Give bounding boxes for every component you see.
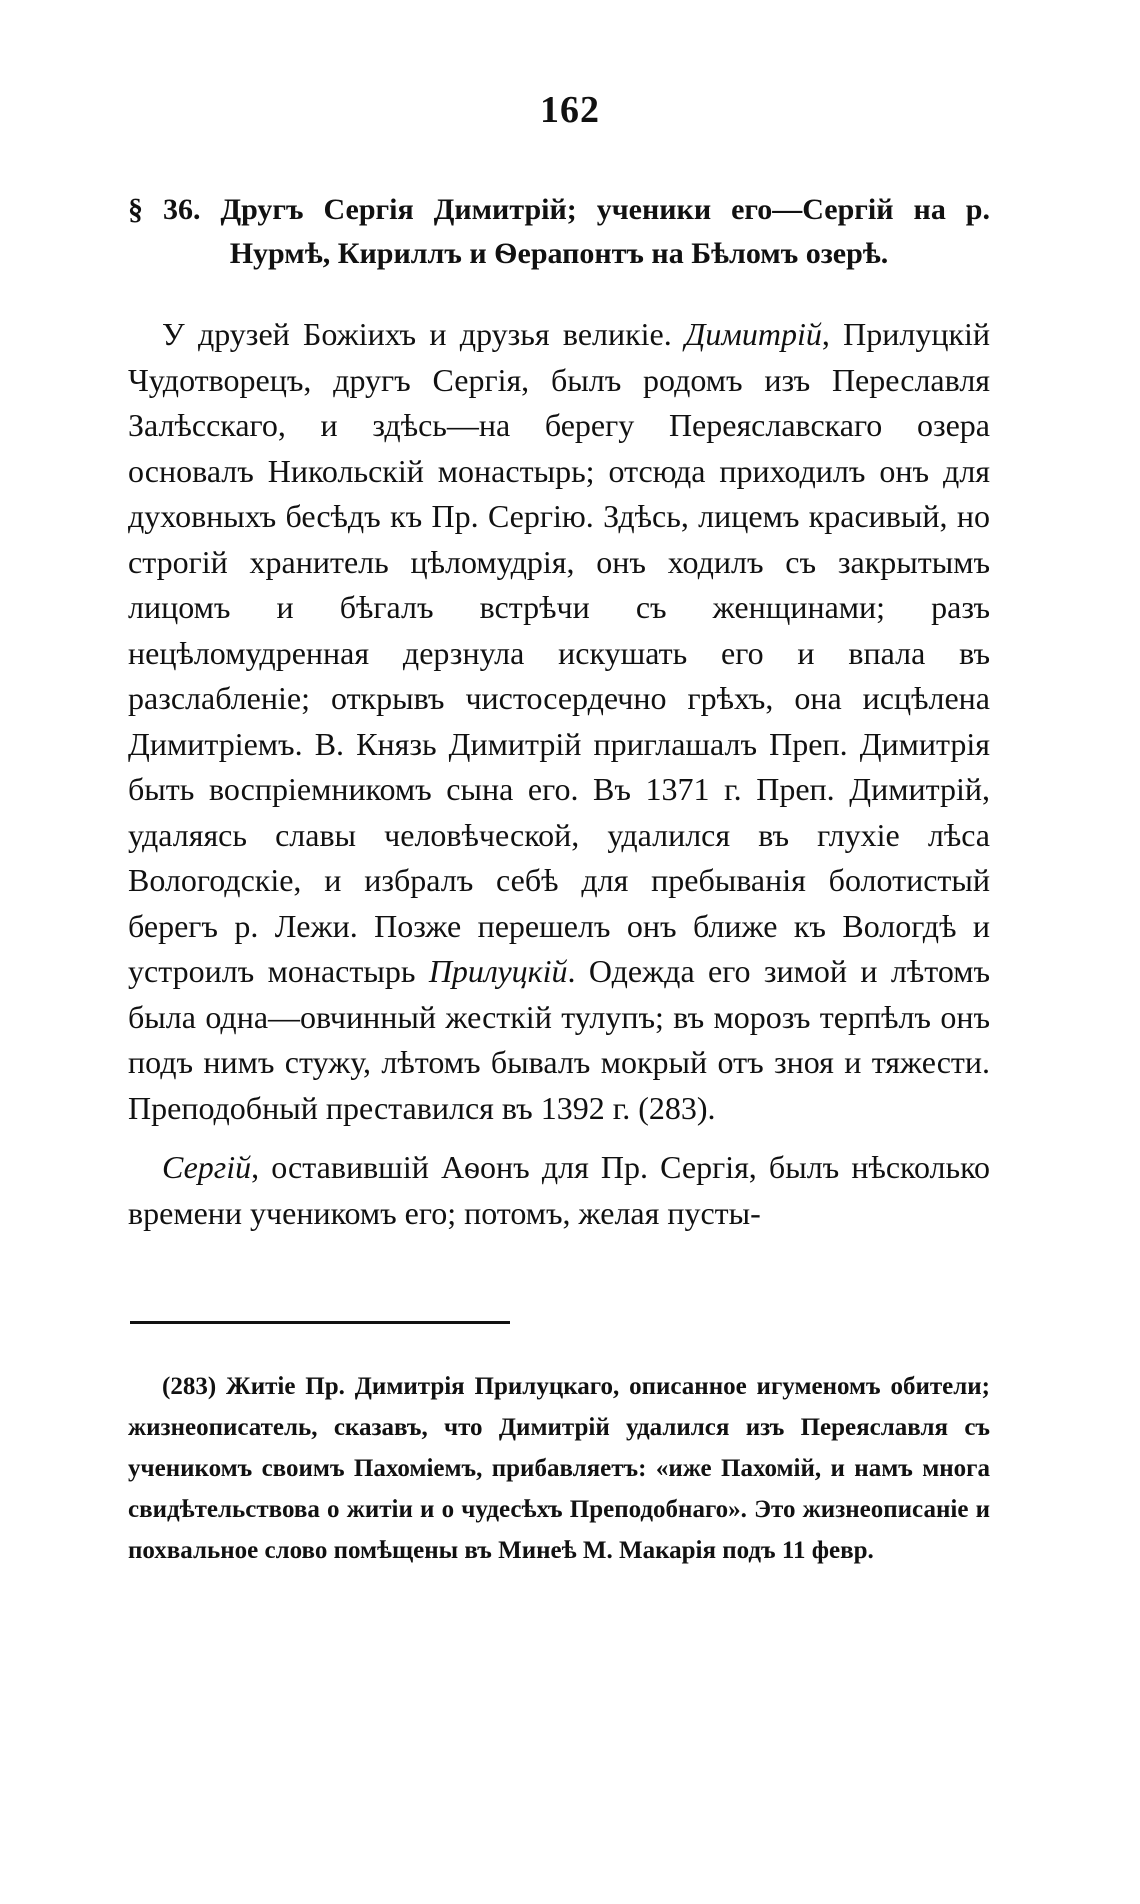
section-heading: § 36. Другъ Сергія Димитрій; ученики его—Сергій на р. Нурмѣ, Кириллъ и Ѳерапонтъ на Бѣломъ озерѣ.: [128, 193, 990, 270]
name-sergius: Сергій: [162, 1149, 252, 1185]
name-dimitry: Димитрій: [685, 316, 822, 352]
footnote-divider: [130, 1321, 510, 1324]
name-monastery: Прилуцкій: [428, 953, 568, 989]
paragraph-lead: У друзей Божіихъ и друзья великіе.: [162, 316, 686, 352]
paragraph-text: , Прилуцкій Чудотворецъ, другъ Сергія, былъ родомъ изъ Переславля Залѣсскаго, и здѣсь—на берегу Переяславскаго озера основалъ Никольскій монастырь; отсюда приходилъ онъ для духовныхъ бесѣдъ къ Пр. Сергію. Здѣсь, лицемъ красивый, но строгій хранитель цѣломудрія, онъ ходилъ съ закрытымъ лицомъ и бѣгалъ встрѣчи съ женщинами; разъ нецѣломудренная дерзнула искушать его и впала въ разслабленіе; открывъ чистосердечно грѣхъ, она исцѣлена Димитріемъ. В. Князь Димитрій приглашалъ Преп. Димитрія быть воспріемникомъ сына его. Въ 1371 г. Преп. Димитрій, удаляясь славы человѣческой, удалился въ глухіе лѣса Вологодскіе, и избралъ себѣ для пребыванія болотистый берегъ р. Лежи. Позже перешелъ онъ ближе къ Вологдѣ и устроилъ монастырь: [128, 316, 991, 989]
footnote: [128, 1366, 990, 1571]
footnote-text: (283) Житіе Пр. Димитрія Прилуцкаго, описанное игуменомъ обители; жизнеописатель, сказавъ, что Димитрій удалился изъ Переяславля съ ученикомъ своимъ Пахоміемъ, прибавляетъ: «иже Пахомій, и намъ многа свидѣтельствова о житіи и о чудесѣхъ Преподобнаго». Это жизнеописаніе и похвальное слово помѣщены въ Минеѣ М. Макарія подъ 11 февр.: [128, 1373, 990, 1564]
paragraph-sergius: [128, 1145, 990, 1236]
paragraph-dimitry: [128, 312, 990, 1131]
body-text: [128, 312, 990, 1236]
paragraph-text-continued: . Одежда его зимой и лѣтомъ была одна—овчинный жесткій тулупъ; въ морозъ терпѣлъ онъ подъ нимъ стужу, лѣтомъ бывалъ мокрый отъ зноя и тяжести. Преподобный преставился въ 1392 г. (283).: [128, 953, 991, 1126]
page-number: 162: [540, 89, 600, 131]
paragraph-text: , оставившій Аѳонъ для Пр. Сергія, былъ нѣсколько времени ученикомъ его; потомъ, желая пусты-: [128, 1149, 990, 1231]
